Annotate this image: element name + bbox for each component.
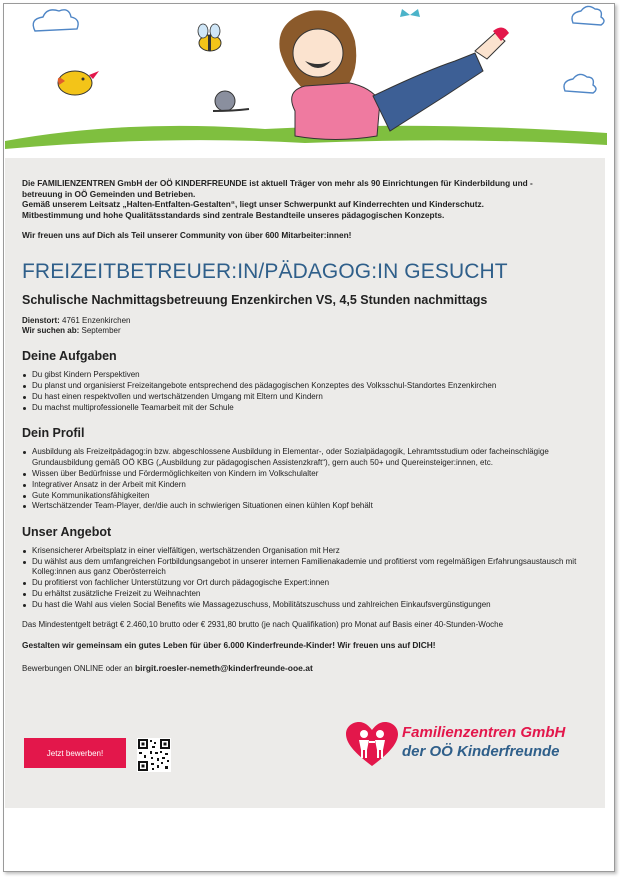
intro-text xyxy=(22,178,590,241)
girl-illustration xyxy=(279,10,509,139)
list-item: Du profitierst von fachlicher Unterstützung vor Ort durch pädagogische Expert:innen xyxy=(32,578,590,588)
snail-icon xyxy=(213,91,249,111)
profile-list xyxy=(22,447,590,511)
intro-line: Mitbestimmung und hohe Qualitätsstandards sind zentrale Bestandteile unseres pädagogischen Konzepts. xyxy=(22,209,445,220)
list-item: Du hast die Wahl aus vielen Social Benefits wie Massagezuschuss, Mobilitätszuschuss und zahlreichen Einkaufsvergünstigungen xyxy=(32,600,590,610)
list-item: Du erhältst zusätzliche Freizeit zu Weihnachten xyxy=(32,589,590,599)
page-subtitle: Schulische Nachmittagsbetreuung Enzenkirchen VS, 4,5 Stunden nachmittags xyxy=(22,292,488,307)
application-email-link[interactable]: birgit.roesler-nemeth@kinderfreunde-ooe.at xyxy=(134,662,313,673)
list-item: Wertschätzender Team-Player, der/die auch in schwierigen Situationen einen kühlen Kopf behält xyxy=(32,501,590,511)
cloud-icon xyxy=(572,6,604,25)
list-item: Du machst multiprofessionelle Teamarbeit mit der Schule xyxy=(32,403,590,413)
list-item: Integrativer Ansatz in der Arbeit mit Kindern xyxy=(32,480,590,490)
bee-icon xyxy=(198,24,221,51)
list-item: Gute Kommunikationsfähigkeiten xyxy=(32,491,590,501)
bird-icon xyxy=(58,71,99,95)
tasks-list xyxy=(22,370,590,413)
page-title: FREIZEITBETREUER:IN/PÄDAGOG:IN GESUCHT xyxy=(22,260,508,284)
brand-logo xyxy=(346,722,596,768)
list-item: Ausbildung als Freizeitpädagog:in bzw. abgeschlossene Ausbildung in Elementar-, oder Sozialpädagogik, Lehramtsstudium oder facheinschlägige Grundausbildung gemäß OÖ KBG („Ausbildung zur pädagogischen Assistenzkraft“), gern auch 50+ und Quereinsteiger:innen, etc. xyxy=(32,447,590,468)
application-text xyxy=(22,663,590,674)
apply-button[interactable]: Jetzt bewerben! xyxy=(24,738,126,768)
section-heading-profile: Dein Profil xyxy=(22,426,85,441)
start-label: Wir suchen ab: xyxy=(22,326,80,336)
section-heading-tasks: Deine Aufgaben xyxy=(22,349,117,364)
start-meta xyxy=(22,326,590,336)
main-content xyxy=(22,178,590,674)
cloud-icon xyxy=(33,10,78,31)
intro-line: betreuung in OÖ Gemeinden und Betrieben. xyxy=(22,188,196,199)
list-item: Krisensicherer Arbeitsplatz in einer vielfältigen, wertschätzenden Organisation mit Herz xyxy=(32,546,590,556)
intro-line: Die FAMILIENZENTREN GmbH der OÖ KINDERFREUNDE ist aktuell Träger von mehr als 90 Einrichtungen für Kinderbildung und - xyxy=(22,178,533,188)
logo-line-2: der OÖ Kinderfreunde xyxy=(402,743,560,760)
butterfly-icon xyxy=(400,9,420,17)
cloud-icon xyxy=(564,74,596,93)
list-item: Du wählst aus dem umfangreichen Fortbildungsangebot in unserer internen Familienakademie und profitierst vom regelmäßigen Erfahrungsaustausch mit Kolleg:innen aus ganz Oberösterreich xyxy=(32,557,590,578)
start-value: September xyxy=(81,326,121,336)
list-item: Wissen über Bedürfnisse und Fördermöglichkeiten von Kindern im Volkschulalter xyxy=(32,469,590,479)
section-heading-offer: Unser Angebot xyxy=(22,524,112,539)
list-item: Du gibst Kindern Perspektiven xyxy=(32,370,590,380)
location-meta xyxy=(22,316,590,326)
list-item: Du planst und organisierst Freizeitangebote entsprechend des pädagogischen Konzeptes des Volksschul-Standortes Enzenkirchen xyxy=(32,381,590,391)
salary-text: Das Mindestentgelt beträgt € 2.460,10 brutto oder € 2931,80 brutto (je nach Qualifikation) pro Monat auf Basis einer 40-Stunden-Woche xyxy=(22,620,504,630)
offer-list xyxy=(22,546,590,610)
qr-code-icon[interactable] xyxy=(137,738,171,772)
heart-logo-icon xyxy=(346,722,398,768)
location-value: 4761 Enzenkirchen xyxy=(62,315,131,325)
hero-illustration xyxy=(5,1,607,161)
logo-line-1: Familienzentren GmbH xyxy=(402,724,566,741)
closing-text: Gestalten wir gemeinsam ein gutes Leben für über 6.000 Kinderfreunde-Kinder! Wir freuen uns auf DICH! xyxy=(22,640,436,651)
location-label: Dienstort: xyxy=(22,315,60,325)
intro-line: Wir freuen uns auf Dich als Teil unserer Community von über 600 Mitarbeiter:innen! xyxy=(22,230,352,241)
application-label: Bewerbungen ONLINE oder an xyxy=(22,663,133,673)
intro-line: Gemäß unserem Leitsatz „Halten-Entfalten-Gestalten“, liegt unser Schwerpunkt auf Kinderrechten und Kinderschutz. xyxy=(22,199,484,210)
list-item: Du hast einen respektvollen und wertschätzenden Umgang mit Eltern und Kindern xyxy=(32,392,590,402)
